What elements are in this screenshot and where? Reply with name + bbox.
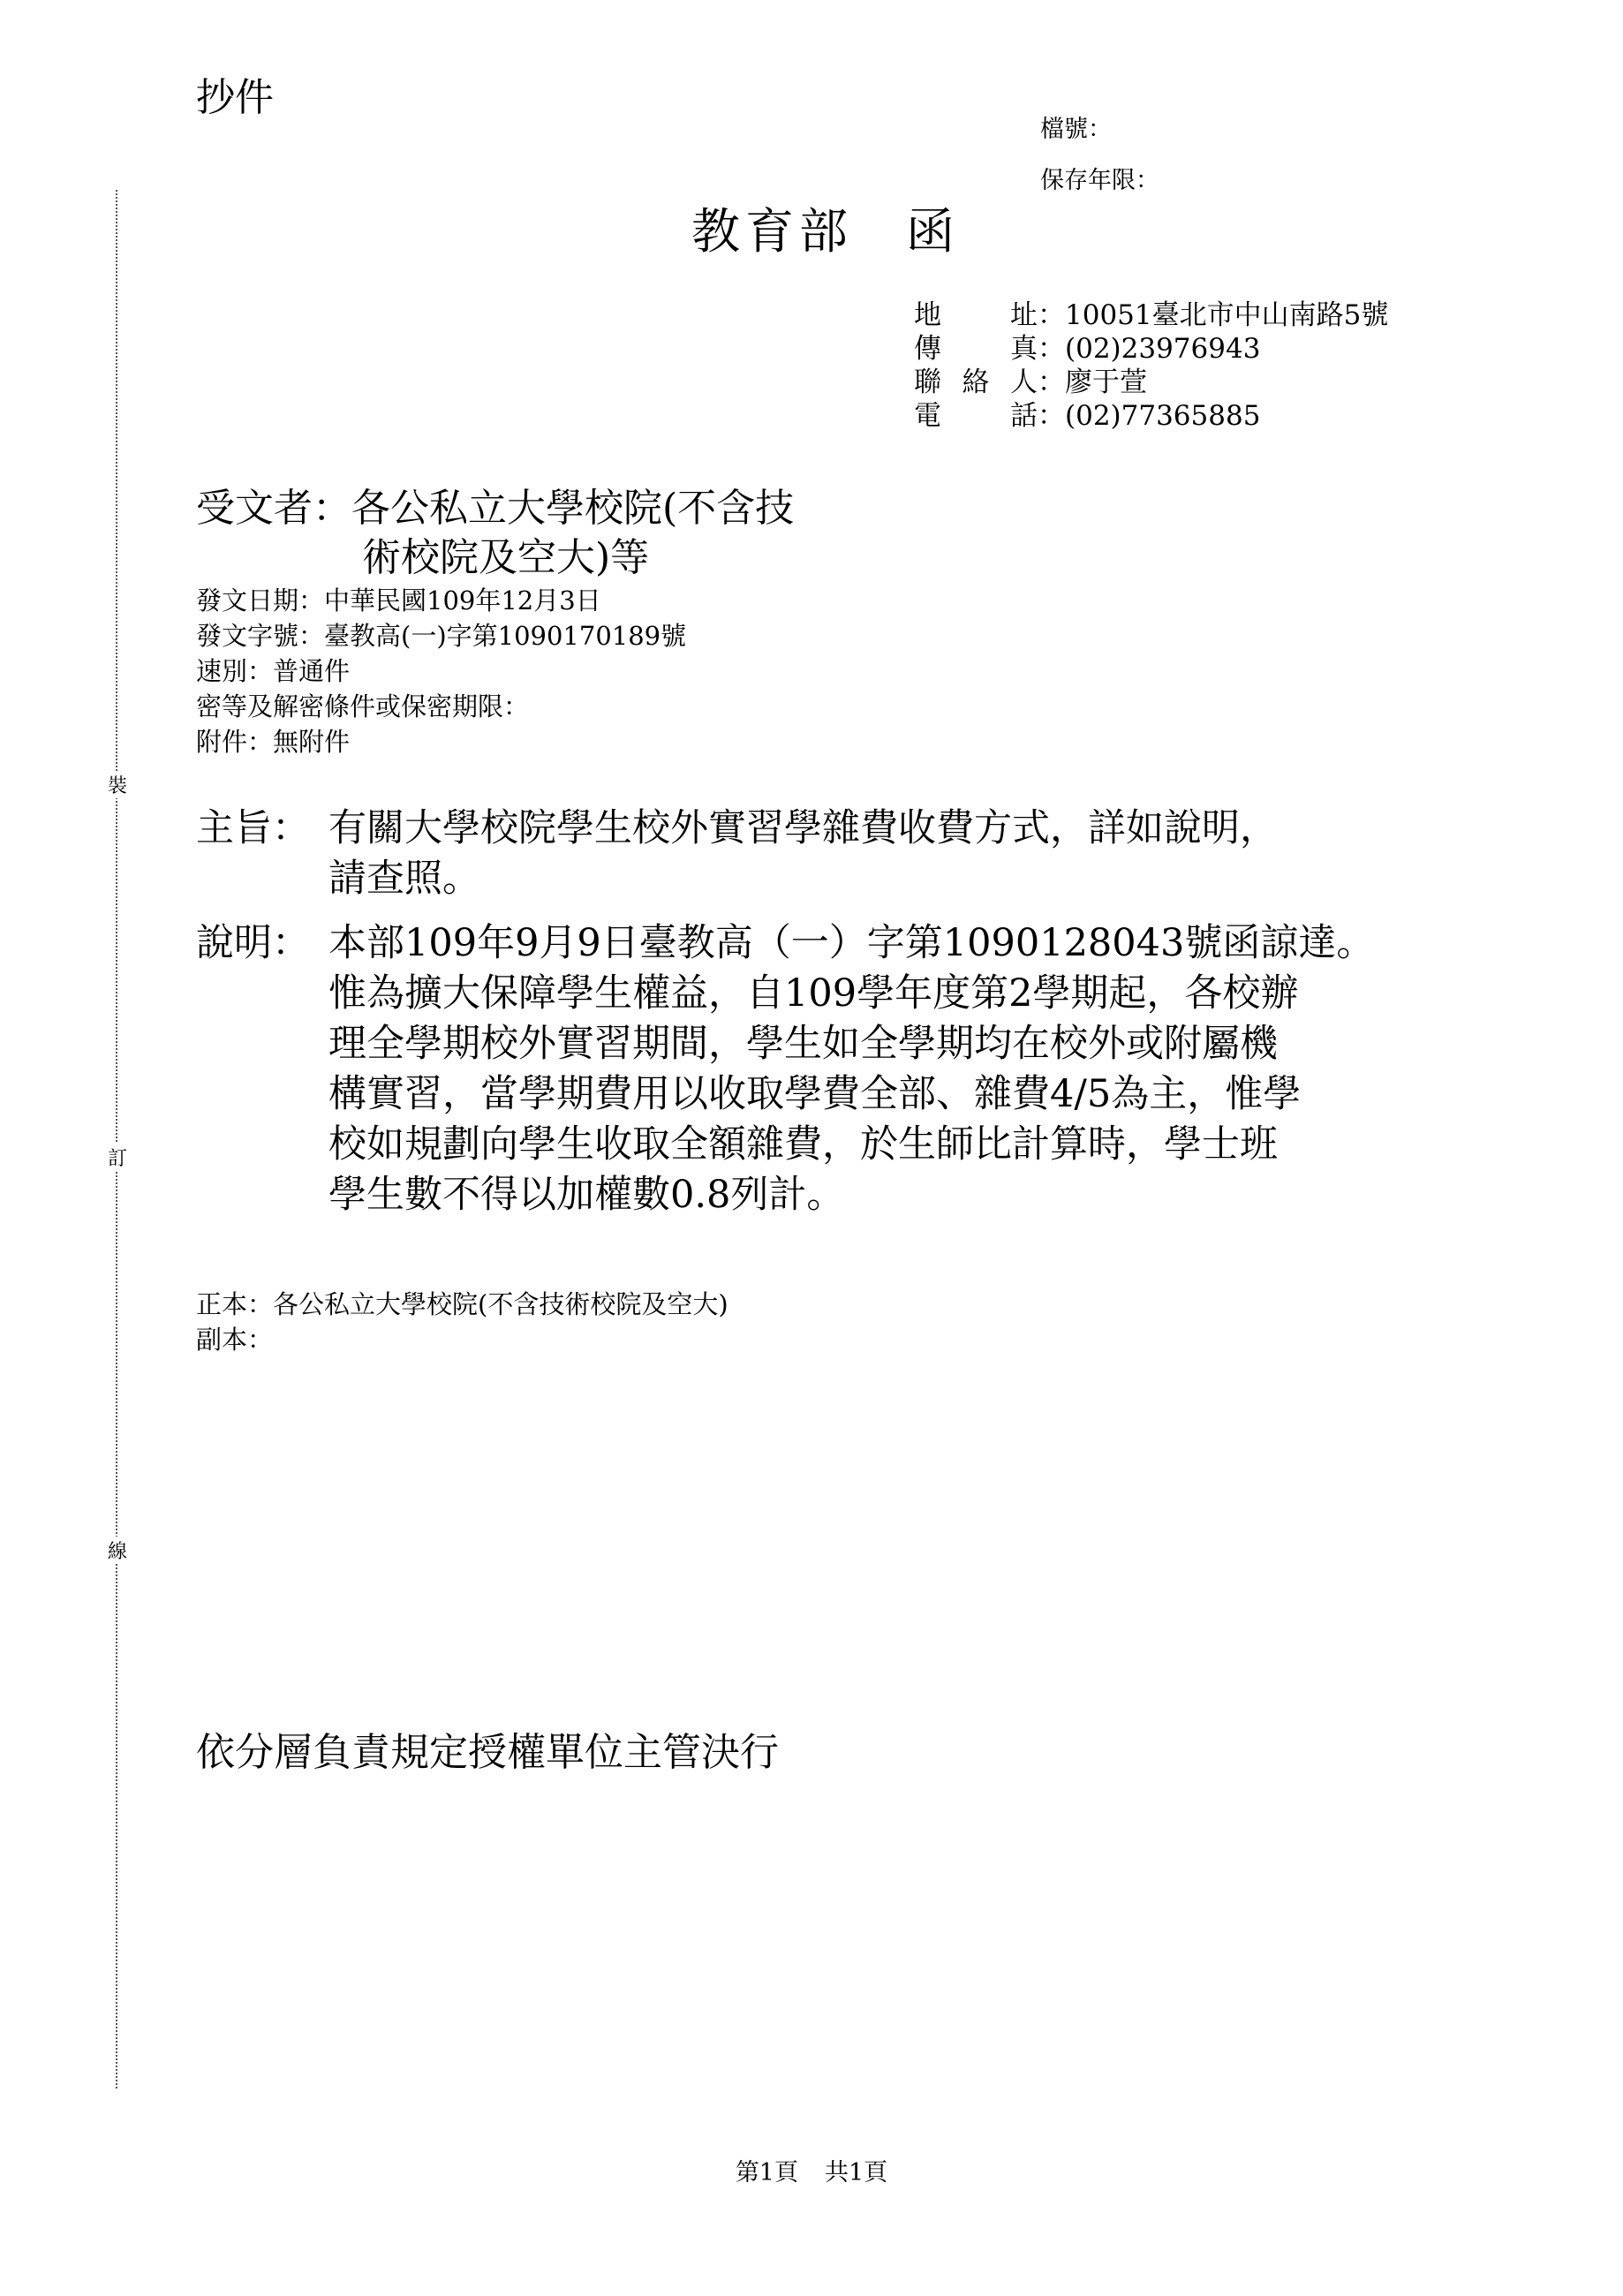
- explanation-line: 校如規劃向學生收取全額雜費，於生師比計算時，學士班: [328, 1122, 1278, 1167]
- contact-value: ：(02)23976943: [1038, 333, 1261, 365]
- distribution: [196, 1287, 728, 1357]
- recipient-line-1: 各公私立大學校院(不含技: [351, 486, 795, 531]
- document-title: [691, 193, 960, 262]
- recipient-label: 受文者：: [196, 486, 351, 531]
- recipient: [196, 484, 794, 583]
- speed-class: 速別：普通件: [196, 656, 351, 686]
- contact-label: 傳 真: [914, 333, 1038, 365]
- explanation-label: 說明：: [196, 921, 310, 965]
- dispatch-date: 發文日期：中華民國109年12月3日: [196, 585, 601, 616]
- copy-mark: 抄件: [196, 75, 274, 120]
- page-footer: [0, 2153, 1623, 2187]
- subject-line: 請查照。: [328, 857, 480, 901]
- dispatch-meta: [196, 583, 686, 759]
- page-number: 第1頁: [735, 2159, 798, 2186]
- subject-line: 有關大學校院學生校外實習學雜費收費方式，詳如說明，: [328, 806, 1278, 850]
- contact-address: [914, 298, 1388, 332]
- file-meta: [1040, 104, 1159, 207]
- authorization-note: 依分層負責規定授權單位主管決行: [196, 1730, 779, 1775]
- contact-label: 地 址: [914, 299, 1038, 331]
- subject-label: 主旨：: [196, 806, 310, 850]
- document-type: 函: [906, 203, 961, 260]
- binding-line: [116, 190, 117, 2088]
- subject-section: [196, 804, 1565, 904]
- recipient-line-2: 術校院及空大)等: [362, 535, 650, 580]
- contact-label: 聯 絡 人: [914, 366, 1038, 398]
- explanation-line: 學生數不得以加權數0.8列計。: [328, 1173, 845, 1217]
- contact-phone: [914, 399, 1388, 433]
- explanation-line: 理全學期校外實習期間，學生如全學期均在校外或附屬機: [328, 1022, 1278, 1066]
- binding-mark-staple: 訂: [108, 1144, 127, 1171]
- explanation-line: 惟為擴大保障學生權益，自109學年度第2學期起，各校辦: [328, 971, 1299, 1016]
- issuing-org: 教育部: [691, 203, 854, 260]
- binding-mark-bind: 裝: [108, 771, 127, 798]
- dispatch-number: 發文字號：臺教高(一)字第1090170189號: [196, 621, 687, 651]
- contact-value: ：廖于萱: [1038, 366, 1147, 398]
- contact-fax: [914, 332, 1388, 366]
- contact-block: [914, 298, 1388, 433]
- explanation-section: [196, 918, 1565, 1220]
- contact-value: ：10051臺北市中山南路5號: [1038, 299, 1389, 331]
- secrecy-class: 密等及解密條件或保密期限：: [196, 691, 530, 721]
- attachment: 附件：無附件: [196, 727, 351, 757]
- page-total: 共1頁: [825, 2159, 888, 2186]
- explanation-line: 構實習，當學期費用以收取學費全部、雜費4/5為主，惟學: [328, 1072, 1302, 1116]
- explanation-line: 本部109年9月9日臺教高（一）字第1090128043號函諒達。: [328, 921, 1375, 965]
- binding-mark-line: 線: [108, 1537, 127, 1564]
- contact-value: ：(02)77365885: [1038, 400, 1261, 432]
- file-number-label: 檔號：: [1040, 116, 1112, 143]
- copy-recipients: 副本：: [196, 1325, 274, 1355]
- contact-person: [914, 366, 1388, 399]
- retention-label: 保存年限：: [1040, 167, 1159, 194]
- contact-label: 電 話: [914, 400, 1038, 432]
- original-recipients: 正本：各公私立大學校院(不含技術校院及空大): [196, 1289, 728, 1319]
